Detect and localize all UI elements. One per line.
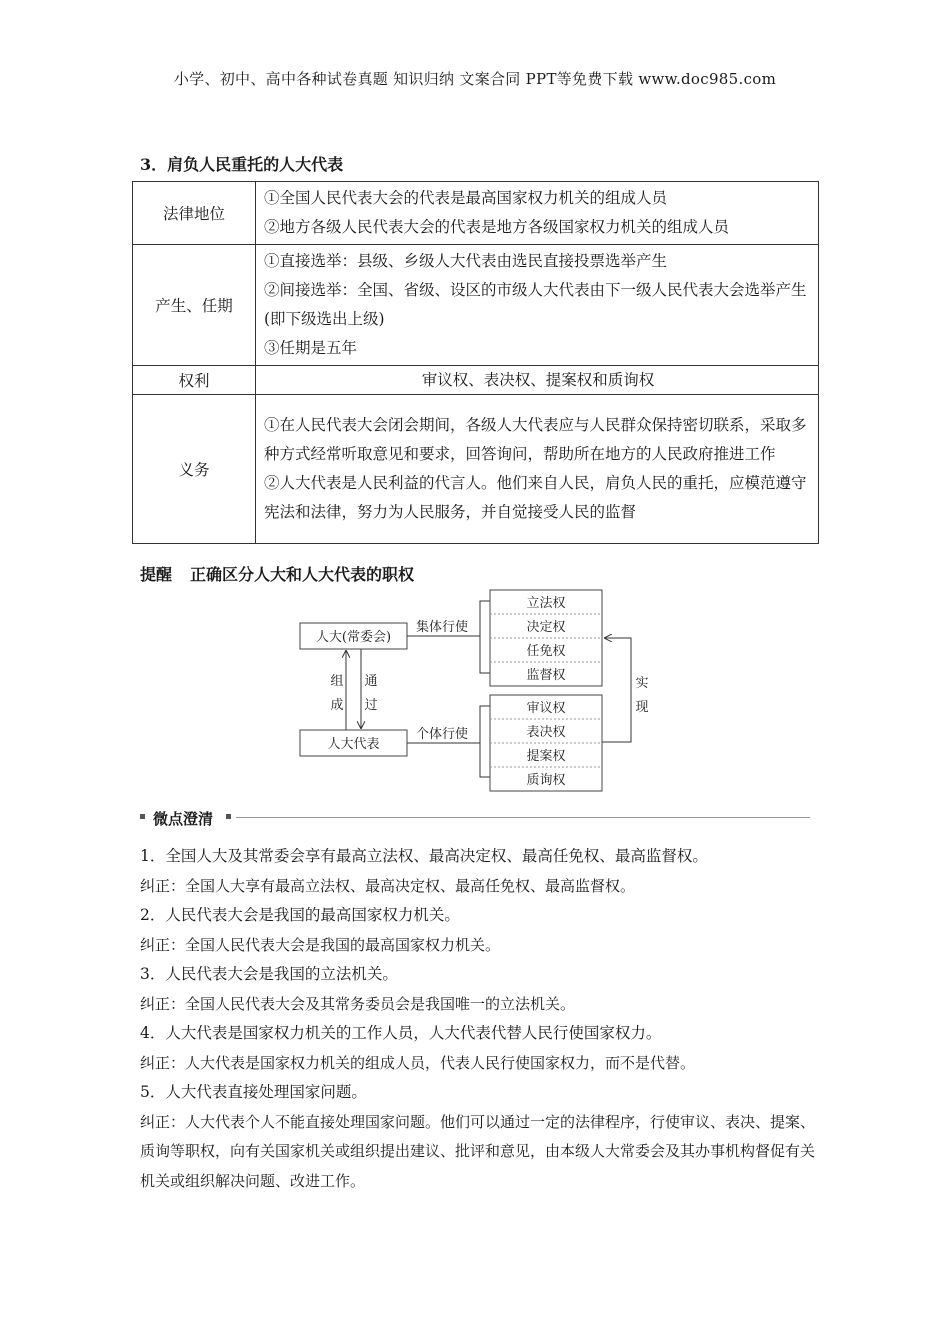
compose-label: 组成 [330,674,344,713]
top-bracket [480,601,490,673]
power-legislative: 立法权 [526,596,566,611]
table-line: ③任期是五年 [264,339,358,357]
row-content-legal-status [256,182,819,245]
claim-item: 1．全国人大及其常委会享有最高立法权、最高决定权、最高任免权、最高监督权。 [140,847,708,865]
tip-line [140,562,414,585]
individual-label: 个体行使 [415,727,469,742]
row-content-rights: 审议权、表决权、提案权和质询权 [256,366,819,395]
table-row [133,245,819,366]
deputy-box-label: 人大代表 [327,737,380,752]
page-header: 小学、初中、高中各种试卷真题 知识归纳 文案合同 PPT等免费下载 www.doc985.com [173,70,777,88]
heading-rule [236,817,810,818]
tip-label: 提醒 [140,565,173,584]
row-label-legal-status: 法律地位 [133,182,256,245]
collective-label: 集体行使 [415,620,469,635]
table-line: ①全国人民代表大会的代表是最高国家权力机关的组成人员 [264,189,668,207]
clarify-heading-text: 微点澄清 [153,810,214,828]
power-diagram [295,585,675,795]
power-appointment: 任免权 [526,644,566,659]
power-voting: 表决权 [526,725,566,740]
tip-text: 正确区分人大和人大代表的职权 [190,565,415,584]
claim-item: 3．人民代表大会是我国的立法机关。 [140,965,398,983]
correction-item: 纠正：全国人民代表大会是我国的最高国家权力机关。 [140,935,501,954]
claim-item: 2．人民代表大会是我国的最高国家权力机关。 [140,906,460,924]
table-line: ①在人民代表大会闭会期间，各级人大代表应与人民群众保持密切联系，采取多种方式经常听取意见和要求，回答询问，帮助所在地方的人民政府推进工作 [264,416,807,463]
power-inquiry: 质询权 [526,773,566,788]
deputy-info-table [132,181,819,544]
table-line: ②地方各级人民代表大会的代表是地方各级国家权力机关的组成人员 [264,218,730,236]
row-label-duties: 义务 [133,395,256,544]
row-label-election-term: 产生、任期 [133,245,256,366]
realize-arrow [602,638,631,742]
table-row [133,182,819,245]
table-line: ②人大代表是人民利益的代言人。他们来自人民，肩负人民的重托，应模范遵守宪法和法律，努力为人民服务，并自觉接受人民的监督 [264,474,807,521]
power-decision: 决定权 [526,620,566,635]
row-label-rights: 权利 [133,366,256,395]
clarify-list [140,842,815,1196]
table-line: ②间接选举：全国、省级、设区的市级人大代表由下一级人民代表大会选举产生(即下级选出上级) [264,281,807,328]
correction-item: 纠正：人大代表是国家权力机关的组成人员，代表人民行使国家权力，而不是代替。 [140,1053,696,1072]
bullet-square [226,814,231,819]
claim-item: 4．人大代表是国家权力机关的工作人员，人大代表代替人民行使国家权力。 [140,1024,662,1042]
bottom-bracket [480,706,490,777]
table-row [133,366,819,395]
section-title: 3．肩负人民重托的人大代表 [140,155,344,174]
npc-box-label: 人大(常委会) [315,630,392,645]
power-proposal: 提案权 [526,749,566,764]
claim-item: 5．人大代表直接处理国家问题。 [140,1083,367,1101]
power-supervision: 监督权 [526,668,566,683]
row-content-election-term [256,245,819,366]
correction-item: 纠正：全国人大享有最高立法权、最高决定权、最高任免权、最高监督权。 [140,876,636,895]
elect-label: 通过 [364,674,378,713]
clarify-heading [140,808,810,828]
row-content-duties [256,395,819,544]
correction-item: 纠正：人大代表个人不能直接处理国家问题。他们可以通过一定的法律程序，行使审议、表决、提案、质询等职权，向有关国家机关或组织提出建议、批评和意见，由本级人大常委会及其办事机构督促有关机关或组织解决问题、改进工作。 [140,1112,816,1190]
table-row [133,395,819,544]
bullet-square [140,814,145,819]
table-line: ①直接选举：县级、乡级人大代表由选民直接投票选举产生 [264,252,668,270]
correction-item: 纠正：全国人民代表大会及其常务委员会是我国唯一的立法机关。 [140,994,576,1013]
power-deliberation: 审议权 [526,701,566,716]
realize-label: 实现 [635,676,649,715]
